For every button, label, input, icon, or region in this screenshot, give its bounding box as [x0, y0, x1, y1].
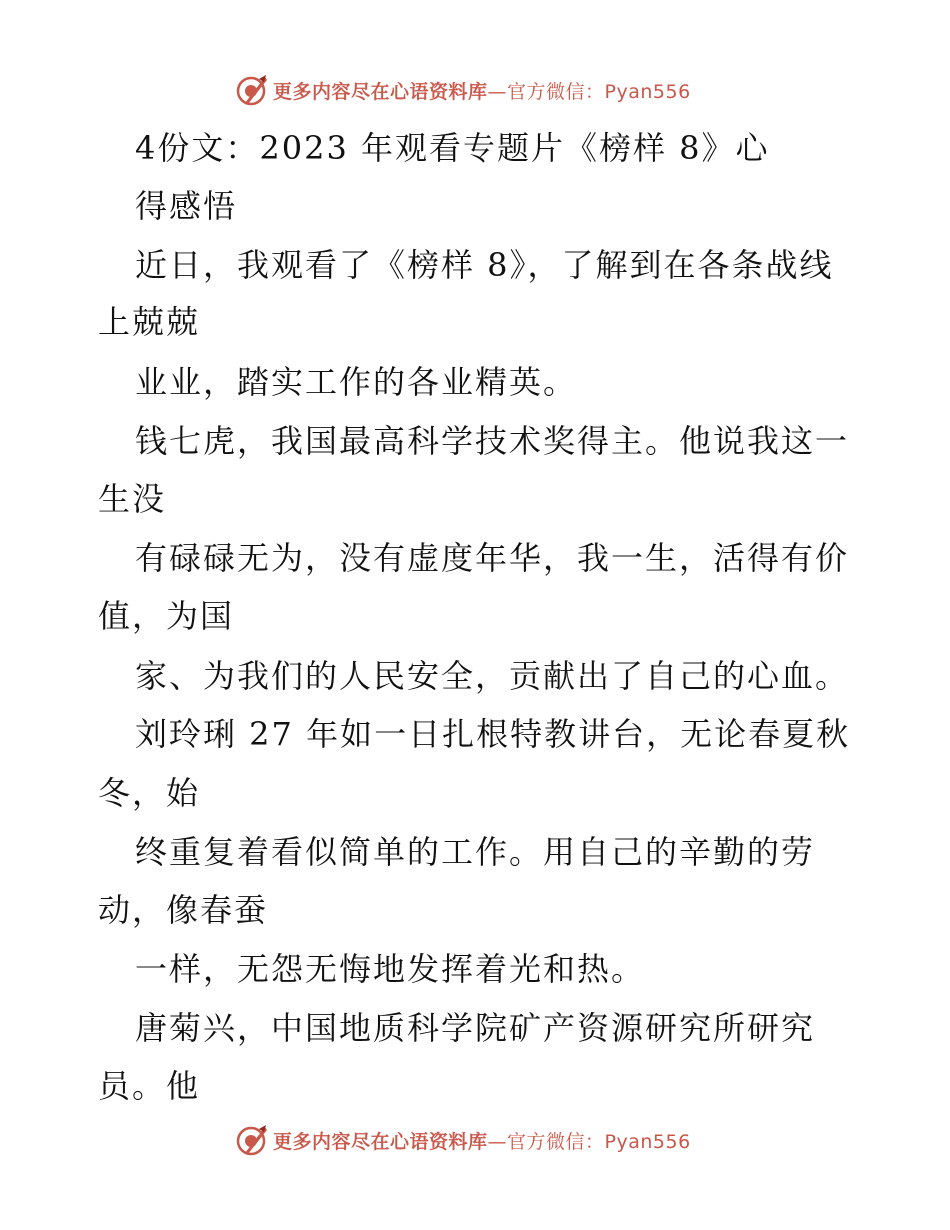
paragraph-line: 唐菊兴，中国地质科学院矿产资源研究所研究	[135, 1009, 816, 1047]
paragraph-line: 员。他	[98, 1067, 201, 1105]
footer-watermark	[235, 1122, 691, 1158]
paragraph-line: 生没	[98, 480, 167, 518]
document-title-line-1: 4份文：2023 年观看专题片《榜样 8》心	[135, 129, 770, 167]
paragraph-line: 家、为我们的人民安全，贡献出了自己的心血。	[135, 657, 850, 695]
header-watermark-dash: —	[487, 80, 508, 103]
paragraph-line: 冬，始	[98, 774, 201, 812]
header-watermark	[235, 72, 691, 108]
quill-pen-logo-icon	[235, 73, 269, 107]
paragraph-line: 近日，我观看了《榜样 8》，了解到在各条战线	[135, 246, 834, 284]
paragraph-line: 有碌碌无为，没有虚度年华，我一生，活得有价	[135, 539, 850, 577]
paragraph-line: 动，像春蚕	[98, 891, 269, 929]
paragraph-line: 值，为国	[98, 597, 235, 635]
header-watermark-contact: 官方微信：Pyan556	[507, 80, 691, 103]
paragraph-line: 钱七虎，我国最高科学技术奖得主。他说我这一	[135, 422, 850, 460]
paragraph-line: 业业，踏实工作的各业精英。	[135, 363, 578, 401]
quill-pen-logo-icon	[235, 1123, 269, 1157]
paragraph-line: 上兢兢	[98, 303, 201, 341]
paragraph-line: 一样，无怨无悔地发挥着光和热。	[135, 950, 646, 988]
paragraph-line: 终重复着看似简单的工作。用自己的辛勤的劳	[135, 833, 816, 871]
document-title-line-2: 得感悟	[135, 187, 238, 225]
footer-watermark-contact: 官方微信：Pyan556	[507, 1130, 691, 1153]
footer-watermark-dash: —	[487, 1130, 508, 1153]
footer-watermark-site-text: 更多内容尽在心语资料库	[273, 1130, 488, 1153]
paragraph-line: 刘玲琍 27 年如一日扎根特教讲台，无论春夏秋	[135, 715, 851, 753]
header-watermark-site-text: 更多内容尽在心语资料库	[273, 80, 488, 103]
